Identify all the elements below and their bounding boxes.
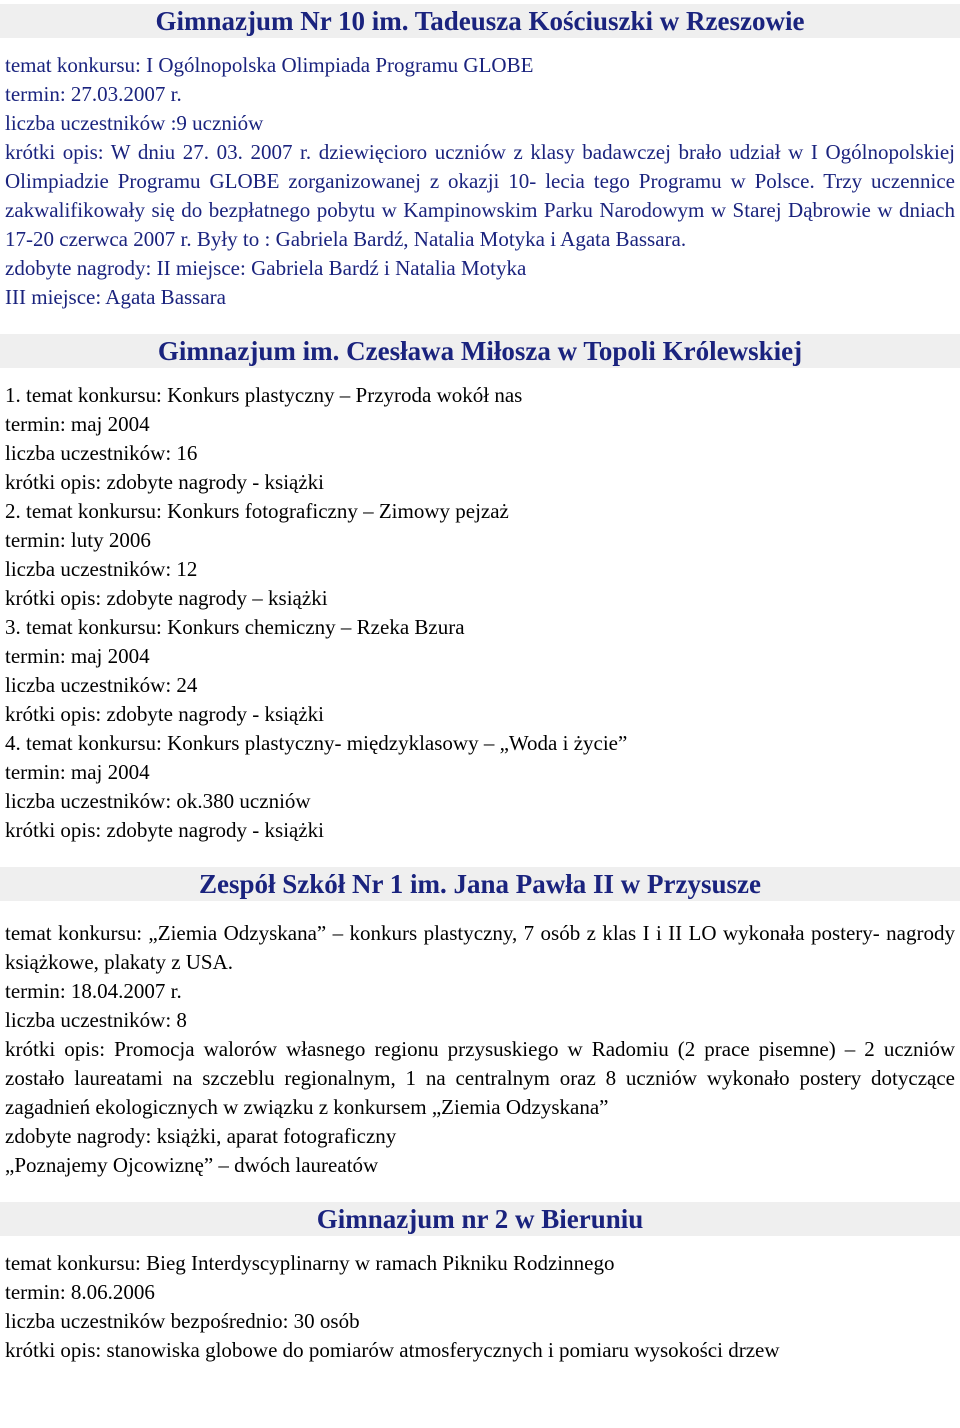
entry-date: termin: maj 2004 [5, 412, 150, 436]
date-line: termin: 27.03.2007 r. [5, 82, 182, 106]
entry-topic: 1. temat konkursu: Konkurs plastyczny – Przyroda wokół nas [5, 383, 523, 407]
entry-topic: 3. temat konkursu: Konkurs chemiczny – Rzeka Bzura [5, 615, 465, 639]
entry-description: krótki opis: zdobyte nagrody - książki [5, 818, 325, 842]
awards-line: zdobyte nagrody: II miejsce: Gabriela Bardź i Natalia Motyka [5, 256, 527, 280]
entry-date: termin: maj 2004 [5, 760, 150, 784]
topic-line: temat konkursu: I Ogólnopolska Olimpiada Programu GLOBE [5, 53, 534, 77]
section-title-bierun: Gimnazjum nr 2 w Bieruniu [0, 1202, 960, 1236]
extra-line: „Poznajemy Ojcowiznę” – dwóch laureatów [5, 1153, 379, 1177]
section-title-przysucha: Zespół Szkół Nr 1 im. Jana Pawła II w Przysusze [0, 867, 960, 901]
entry-description: krótki opis: zdobyte nagrody - książki [5, 702, 325, 726]
description-paragraph: krótki opis: Promocja walorów własnego regionu przysuskiego w Radomiu (2 prace pisemne) – 2 uczniów zostało laureatami na szczeblu regionalnym, 1 na centralnym oraz 8 uczniów wykonało postery dotyczące zagadnień ekologicznych w związku z konkursem „Ziemia Odzyskana” [5, 1037, 955, 1119]
entry-description: krótki opis: zdobyte nagrody - książki [5, 470, 325, 494]
date-line: termin: 8.06.2006 [5, 1280, 155, 1304]
entry-date: termin: luty 2006 [5, 528, 151, 552]
section-title-rzeszow: Gimnazjum Nr 10 im. Tadeusza Kościuszki w Rzeszowie [0, 4, 960, 38]
participants-line: liczba uczestników: 8 [5, 1008, 187, 1032]
entry-date: termin: maj 2004 [5, 644, 150, 668]
entry-topic: 2. temat konkursu: Konkurs fotograficzny – Zimowy pejzaż [5, 499, 509, 523]
awards-line: zdobyte nagrody: książki, aparat fotograficzny [5, 1124, 397, 1148]
entry-participants: liczba uczestników: ok.380 uczniów [5, 789, 311, 813]
entry-topic: 4. temat konkursu: Konkurs plastyczny- międzyklasowy – „Woda i życie” [5, 731, 628, 755]
description-paragraph: krótki opis: W dniu 27. 03. 2007 r. dziewięcioro uczniów z klasy badawczej brało udział w I Ogólnopolskiej Olimpiadzie Programu GLOBE zorganizowanej z okazji 10- lecia tego Programu w Polsce. Trzy uczennice zakwalifikowały się do bezpłatnego pobytu w Kampinowskim Parku Narodowym w Starej Dąbrowie w dniach 17-20 czerwca 2007 r. Były to : Gabriela Bardź, Natalia Motyka i Agata Bassara. [5, 140, 955, 251]
participants-line: liczba uczestników :9 uczniów [5, 111, 264, 135]
date-line: termin: 18.04.2007 r. [5, 979, 182, 1003]
topic-line: temat konkursu: Bieg Interdyscyplinarny w ramach Pikniku Rodzinnego [5, 1251, 615, 1275]
participants-line: liczba uczestników bezpośrednio: 30 osób [5, 1309, 360, 1333]
description-line: krótki opis: stanowiska globowe do pomiarów atmosferycznych i pomiaru wysokości drzew [5, 1338, 780, 1362]
awards-line-2: III miejsce: Agata Bassara [5, 285, 226, 309]
entry-participants: liczba uczestników: 16 [5, 441, 198, 465]
entry-description: krótki opis: zdobyte nagrody – książki [5, 586, 328, 610]
entry-participants: liczba uczestników: 12 [5, 557, 198, 581]
section-title-topola: Gimnazjum im. Czesława Miłosza w Topoli Królewskiej [0, 334, 960, 368]
entry-participants: liczba uczestników: 24 [5, 673, 198, 697]
topic-paragraph: temat konkursu: „Ziemia Odzyskana” – konkurs plastyczny, 7 osób z klas I i II LO wykonała postery- nagrody książkowe, plakaty z USA. [5, 921, 955, 974]
